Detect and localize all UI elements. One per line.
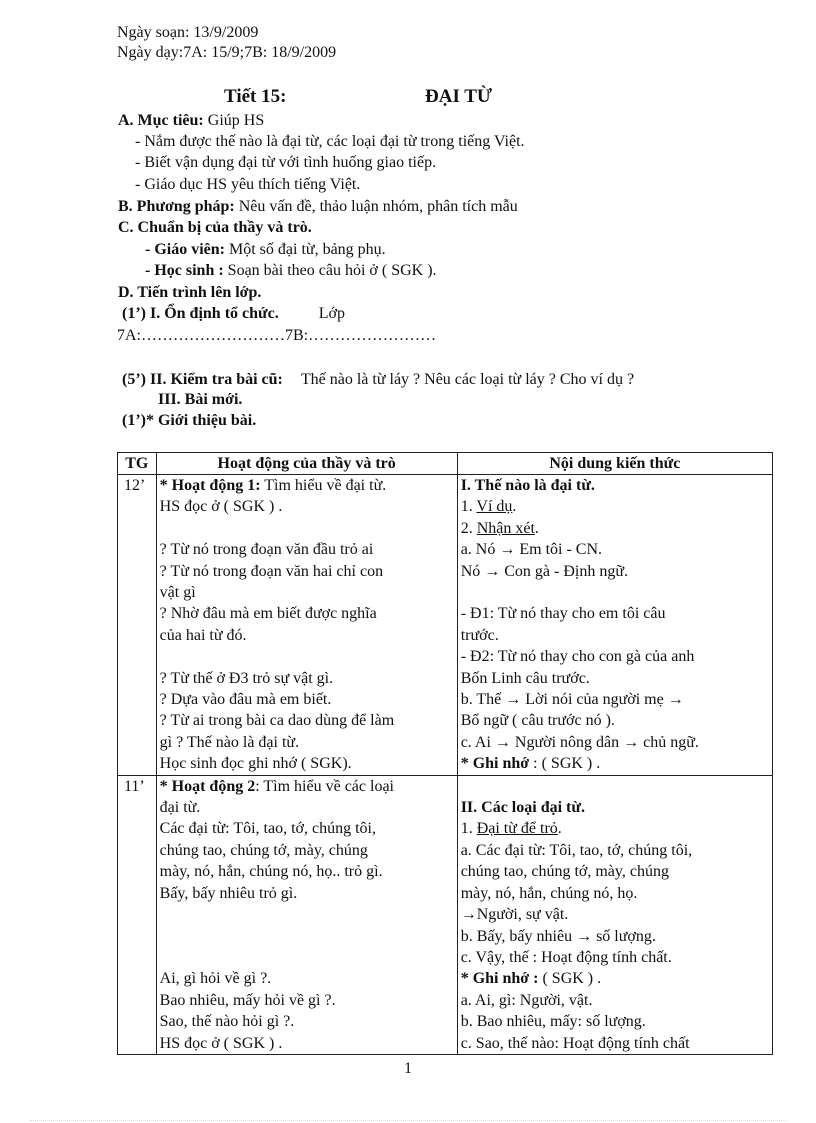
d1-text: Lớp [318,305,345,322]
content-line: - Đ1: Từ nó thay cho em tôi câu [460,605,666,623]
content-ghi-nho [461,753,769,774]
section-d2 [122,369,634,390]
activity-line [160,926,454,947]
activity-label: * Hoạt động 1: [159,477,261,494]
content-line: a. Các đại từ: Tôi, tao, tớ, chúng tôi, [460,841,693,859]
content-line: c. Sao, thế nào: Hoạt động tính chất [460,1034,690,1052]
content-line: a. Ai, gì: Người, vật. [460,991,593,1009]
content-cell [457,775,772,1054]
lesson-title: ĐẠI TỪ [425,86,493,107]
ghi-nho-text: : ( SGK ) . [529,755,601,773]
content-line: a. Nó → Em tôi - CN. [460,541,603,559]
content-line: Nó → Con gà - Định ngữ. [460,562,629,580]
content-subheading [461,496,769,517]
page-number: 1 [404,1060,412,1077]
header-activity: Hoạt động của thầy và trò [156,453,457,475]
content-line: b. Thế → Lời nói của người mẹ → [460,691,684,709]
activity-line: Ai, gì hỏi về gì ?. [159,970,272,988]
section-d4: (1’)* Giới thiệu bài. [122,412,257,429]
d2-text: Thế nào là từ láy ? Nêu các loại từ láy ? Cho ví dụ ? [300,371,635,388]
content-line [461,582,769,603]
activity-line: ? Từ thế ở Đ3 trỏ sự vật gì. [159,669,334,687]
header-tg: TG [118,453,157,475]
header-content: Nội dung kiến thức [457,453,772,475]
content-line: b. Bấy, bấy nhiêu → số lượng. [460,927,656,945]
ghi-nho-text: ( SGK ) . [538,970,602,988]
content-ghi-nho [461,968,769,989]
ngay-soan: Ngày soạn: 13/9/2009 [117,24,259,41]
objective-item: - Biết vận dụng đại từ với tình huống giao tiếp. [135,154,437,171]
content-spacer [461,776,769,797]
activity-line: gì ? Thế nào là đại từ. [159,733,300,751]
content-punct: . [512,498,517,516]
section-c-student [145,260,437,281]
activity-line: Học sinh đọc ghi nhớ ( SGK). [159,755,352,773]
activity-line: mày, nó, hắn, chúng nó, họ.. trỏ gì. [159,863,383,881]
time-cell [118,475,157,776]
content-line: mày, nó, hắn, chúng nó, họ. [460,884,638,902]
activity-line: HS đọc ở ( SGK ) . [159,1034,283,1052]
content-sub-title: Nhận xét [476,519,535,537]
teacher-label: - Giáo viên: [145,241,225,258]
content-num: 1. [460,820,477,838]
section-a [118,110,264,131]
student-label: - Học sinh : [145,262,224,279]
time-value: 12’ [124,477,146,494]
section-a-label: A. Mục tiêu: [118,112,204,129]
content-line: c. Vậy, thế : Hoạt động tính chất. [460,948,672,966]
student-text: Soạn bài theo câu hỏi ở ( SGK ). [223,262,437,279]
activity-heading [160,776,454,797]
content-heading: II. Các loại đại từ. [460,799,585,817]
teacher-text: Một số đại từ, bảng phụ. [225,241,386,258]
table-header-row [118,453,773,475]
activity-line: Bấy, bấy nhiêu trỏ gì. [159,884,298,902]
activity-line [160,518,454,539]
activity-heading [160,475,454,496]
activity-line: của hai từ đó. [159,626,247,644]
footer-divider [30,1120,786,1121]
section-c-teacher [145,239,386,260]
lesson-period: Tiết 15: [224,86,287,107]
section-b [118,196,518,217]
content-subheading [461,818,769,839]
content-line: →Người, sự vật. [460,906,569,924]
activity-title: Tìm hiểu về đại từ. [260,477,387,494]
activity-line [160,646,454,667]
content-line: - Đ2: Từ nó thay cho con gà của anh [460,648,695,666]
table-row [118,775,773,1054]
content-line: chúng tao, chúng tớ, mày, chúng [460,863,669,881]
content-sub-title: Ví dụ [476,498,513,516]
content-line: Bốn Linh câu trước. [460,669,590,687]
table-row [118,475,773,776]
activity-cell [156,475,457,776]
activity-line [160,904,454,925]
activity-line: ? Từ ai trong bài ca dao dùng để làm [159,712,395,730]
content-subheading [461,518,769,539]
activity-line: đại từ. [159,799,201,817]
objective-item: - Nắm được thế nào là đại từ, các loại đại từ trong tiếng Việt. [135,133,525,150]
activity-line: ? Dựa vào đâu mà em biết. [159,691,332,709]
content-line: trước. [460,626,499,644]
activity-title: : Tìm hiểu về các loại [255,777,394,795]
activity-line: chúng tao, chúng tớ, mày, chúng [159,841,368,859]
activity-line: vật gì [159,584,196,602]
content-punct: . [534,519,539,537]
d1-label: (1’) I. Ổn định tổ chức. [122,305,279,322]
section-c-label: C. Chuẩn bị của thầy và trò. [118,219,312,236]
activity-cell [156,775,457,1054]
activity-line: Sao, thế nào hỏi gì ?. [159,1013,295,1031]
content-num: 1. [460,498,477,516]
activity-line: Bao nhiêu, mấy hỏi về gì ?. [159,991,336,1009]
content-line: b. Bao nhiêu, mấy: số lượng. [460,1013,646,1031]
content-line: c. Ai → Người nông dân → chủ ngữ. [460,733,699,751]
activity-line: ? Nhờ đâu mà em biết được nghĩa [159,605,377,623]
ghi-nho-label: * Ghi nhớ [460,755,530,773]
section-b-label: B. Phương pháp: [118,198,235,215]
d2-label: (5’) II. Kiểm tra bài cũ: [122,371,283,388]
content-line: Bổ ngữ ( câu trước nó ). [460,712,615,730]
time-value: 11’ [124,777,145,795]
content-cell [457,475,772,776]
section-b-text: Nêu vấn đề, thảo luận nhóm, phân tích mẫu [234,198,518,215]
time-cell [118,775,157,1054]
attendance-line: 7A:………………………7B:…………………… [117,327,437,344]
objective-item: - Giáo dục HS yêu thích tiếng Việt. [135,176,361,193]
content-sub-title: Đại từ để trỏ [476,820,558,838]
ghi-nho-label: * Ghi nhớ : [460,970,539,988]
section-d3: III. Bài mới. [158,391,243,408]
activity-label: * Hoạt động 2 [159,777,256,795]
activity-line: ? Từ nó trong đoạn văn đầu trỏ ai [159,541,374,559]
activity-line: ? Từ nó trong đoạn văn hai chỉ con [159,562,384,580]
ngay-day: Ngày dạy:7A: 15/9;7B: 18/9/2009 [117,44,337,61]
activity-line: HS đọc ở ( SGK ) . [159,498,283,516]
content-num: 2. [460,519,477,537]
lesson-table [117,452,773,1055]
content-heading: I. Thế nào là đại từ. [460,477,595,494]
section-d1 [122,303,345,324]
content-punct: . [557,820,562,838]
section-d-label: D. Tiến trình lên lớp. [118,284,262,301]
activity-line [160,947,454,968]
activity-line: Các đại từ: Tôi, tao, tớ, chúng tôi, [159,820,376,838]
section-a-text: Giúp HS [203,112,265,129]
